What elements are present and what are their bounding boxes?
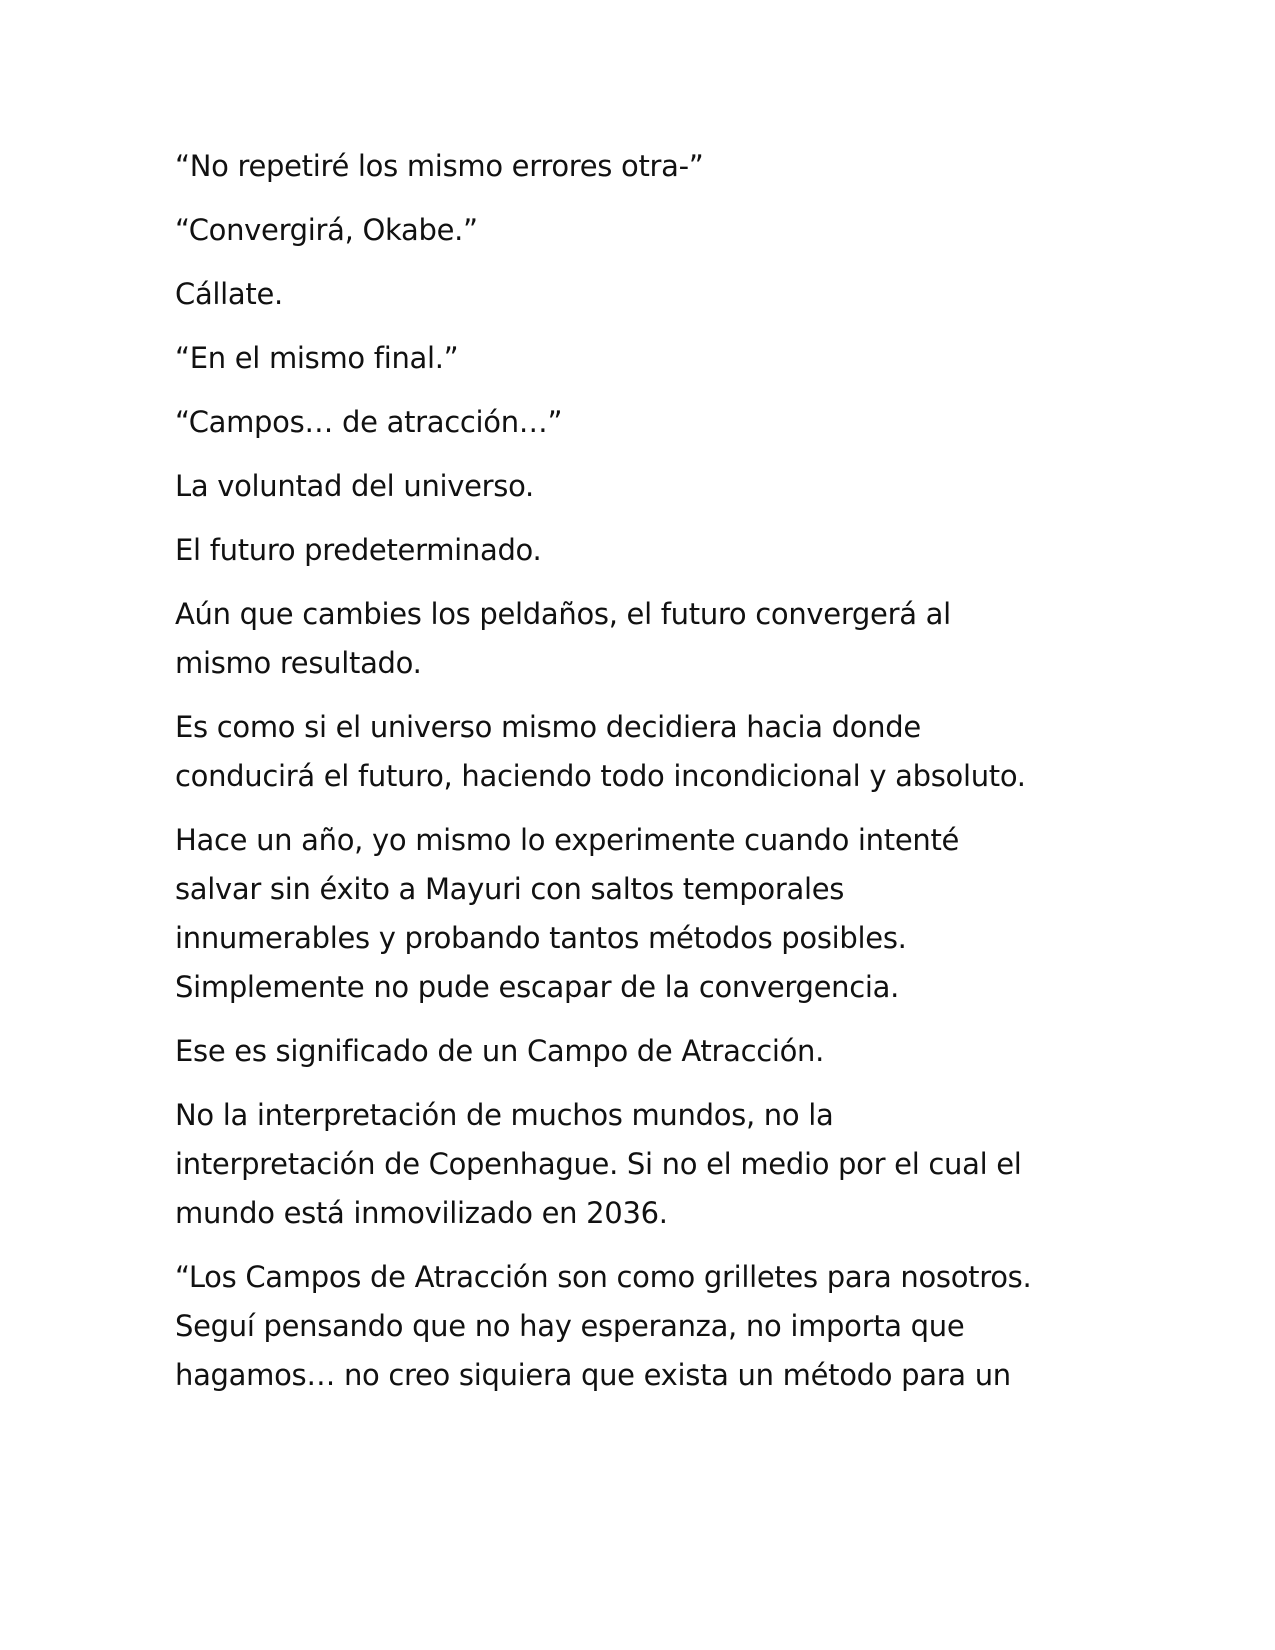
paragraph: [175, 334, 1105, 383]
text-line: Aún que cambies los peldaños, el futuro convergerá al: [175, 597, 951, 631]
paragraph: [175, 398, 1105, 447]
paragraph: [175, 1253, 1105, 1400]
text-line: mundo está inmovilizado en 2036.: [175, 1196, 668, 1230]
text-line: El futuro predeterminado.: [175, 533, 542, 567]
text-line: “Convergirá, Okabe.”: [175, 213, 478, 247]
body-text: [175, 142, 1105, 1415]
paragraph: [175, 1091, 1105, 1238]
text-line: “Los Campos de Atracción son como grilletes para nosotros.: [175, 1260, 1032, 1294]
text-line: Es como si el universo mismo decidiera hacia donde: [175, 710, 921, 744]
text-line: Hace un año, yo mismo lo experimente cuando intenté: [175, 823, 960, 857]
paragraph: [175, 1027, 1105, 1076]
text-line: Ese es significado de un Campo de Atracción.: [175, 1034, 825, 1068]
paragraph: [175, 462, 1105, 511]
paragraph: [175, 142, 1105, 191]
text-line: innumerables y probando tantos métodos posibles.: [175, 921, 907, 955]
paragraph: [175, 270, 1105, 319]
text-line: “En el mismo final.”: [175, 341, 459, 375]
text-line: No la interpretación de muchos mundos, no la: [175, 1098, 834, 1132]
text-line: La voluntad del universo.: [175, 469, 534, 503]
paragraph: [175, 590, 1105, 688]
text-line: “No repetiré los mismo errores otra-”: [175, 149, 704, 183]
text-line: hagamos… no creo siquiera que exista un método para un: [175, 1358, 1011, 1392]
text-line: “Campos… de atracción…”: [175, 405, 563, 439]
text-line: Simplemente no pude escapar de la convergencia.: [175, 970, 900, 1004]
text-line: interpretación de Copenhague. Si no el medio por el cual el: [175, 1147, 1022, 1181]
text-line: mismo resultado.: [175, 646, 422, 680]
paragraph: [175, 526, 1105, 575]
text-line: Seguí pensando que no hay esperanza, no importa que: [175, 1309, 965, 1343]
paragraph: [175, 816, 1105, 1012]
text-line: conducirá el futuro, haciendo todo incondicional y absoluto.: [175, 759, 1026, 793]
text-line: Cállate.: [175, 277, 283, 311]
paragraph: [175, 703, 1105, 801]
paragraph: [175, 206, 1105, 255]
text-line: salvar sin éxito a Mayuri con saltos temporales: [175, 872, 845, 906]
